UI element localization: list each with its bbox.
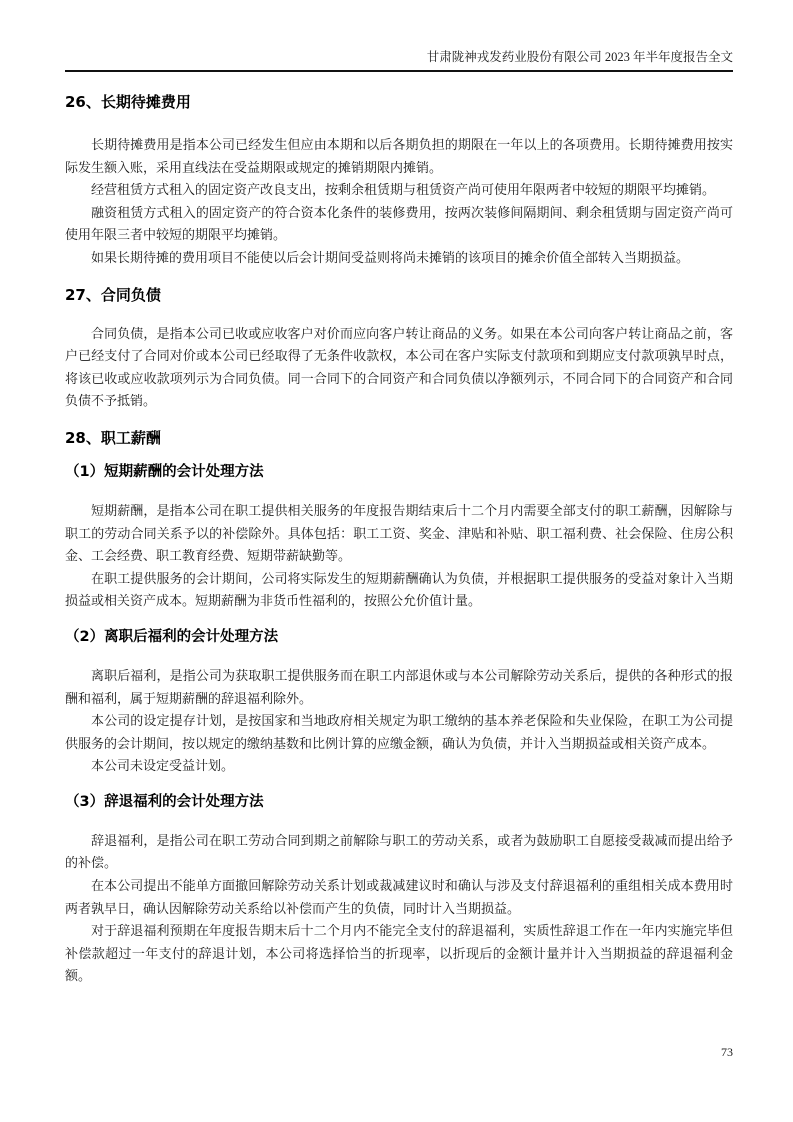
section-body — [65, 323, 733, 413]
paragraph: 在职工提供服务的会计期间，公司将实际发生的短期薪酬确认为负债，并根据职工提供服务的受益对象计入当期损益或相关资产成本。短期薪酬为非货币性福利的，按照公允价值计量。 — [65, 570, 733, 609]
subsection-heading: （3）辞退福利的会计处理方法 — [65, 793, 264, 810]
section-body — [65, 134, 733, 270]
page-number: 73 — [721, 1045, 733, 1059]
paragraph: 如果长期待摊的费用项目不能使以后会计期间受益则将尚未摊销的该项目的摊余价值全部转入当期损益。 — [91, 249, 690, 265]
header-title: 甘肃陇神戎发药业股份有限公司 2023 年半年度报告全文 — [426, 50, 733, 64]
paragraph: 短期薪酬，是指本公司在职工提供相关服务的年度报告期结束后十二个月内需要全部支付的职工薪酬，因解除与职工的劳动合同关系予以的补偿除外。具体包括：职工工资、奖金、津贴和补贴、职工福利费、社会保险、住房公积金、工会经费、职工教育经费、短期带薪缺勤等。 — [65, 502, 733, 564]
subsection-heading: （1）短期薪酬的会计处理方法 — [65, 463, 264, 480]
paragraph: 离职后福利，是指公司为获取职工提供服务而在职工内部退休或与本公司解除劳动关系后，提供的各种形式的报酬和福利，属于短期薪酬的辞退福利除外。 — [65, 667, 733, 706]
paragraph: 本公司未设定受益计划。 — [91, 758, 235, 774]
section-contract-liabilities — [65, 285, 733, 413]
subsection-body — [65, 500, 733, 613]
page-content — [65, 0, 733, 988]
subsection-body — [65, 830, 733, 988]
section-heading: 26、长期待摊费用 — [65, 93, 191, 111]
paragraph: 合同负债，是指本公司已收或应收客户对价而应向客户转让商品的义务。如果在本公司向客户转让商品之前，客户已经支付了合同对价或本公司已经取得了无条件收款权，本公司在客户实际支付款项和到期应支付款项孰早时点，将该已收或应收款项列示为合同负债。同一合同下的合同资产和合同负债以净额列示，不同合同下的合同资产和合同负债不予抵销。 — [65, 325, 733, 409]
paragraph: 对于辞退福利预期在年度报告期末后十二个月内不能完全支付的辞退福利，实质性辞退工作在一年内实施完毕但补偿款超过一年支付的辞退计划，本公司将选择恰当的折现率，以折现后的金额计量并计入当期损益的辞退福利金额。 — [65, 923, 733, 984]
subsection-termination-benefits — [65, 793, 733, 988]
page-header — [65, 0, 733, 72]
paragraph: 在本公司提出不能单方面撤回解除劳动关系计划或裁减建议时和确认与涉及支付辞退福利的重组相关成本费用时两者孰早日，确认因解除劳动关系给以补偿而产生的负债，同时计入当期损益。 — [65, 878, 733, 916]
paragraph: 辞退福利，是指公司在职工劳动合同到期之前解除与职工的劳动关系，或者为鼓励职工自愿接受裁减而提出给予的补偿。 — [65, 832, 733, 871]
section-heading: 27、合同负债 — [65, 285, 161, 304]
paragraph: 本公司的设定提存计划，是按国家和当地政府相关规定为职工缴纳的基本养老保险和失业保险，在职工为公司提供服务的会计期间，按以规定的缴纳基数和比例计算的应缴金额，确认为负债，并计入当期损益或相关资产成本。 — [65, 713, 733, 751]
subsection-post-employment-benefits — [65, 628, 733, 778]
paragraph: 经营租赁方式租入的固定资产改良支出，按剩余租赁期与租赁资产尚可使用年限两者中较短的期限平均摊销。 — [91, 182, 716, 198]
section-heading: 28、职工薪酬 — [65, 428, 161, 447]
paragraph: 长期待摊费用是指本公司已经发生但应由本期和以后各期负担的期限在一年以上的各项费用。长期待摊费用按实际发生额入账，采用直线法在受益期限或规定的摊销期限内摊销。 — [65, 137, 733, 175]
paragraph: 融资租赁方式租入的固定资产的符合资本化条件的装修费用，按两次装修间隔期间、剩余租赁期与固定资产尚可使用年限三者中较短的期限平均摊销。 — [65, 204, 733, 243]
section-long-term-deferred-expenses — [65, 92, 733, 270]
subsection-body — [65, 665, 733, 778]
section-employee-compensation — [65, 428, 733, 988]
subsection-heading: （2）离职后福利的会计处理方法 — [65, 628, 279, 645]
subsection-short-term-compensation — [65, 463, 733, 613]
